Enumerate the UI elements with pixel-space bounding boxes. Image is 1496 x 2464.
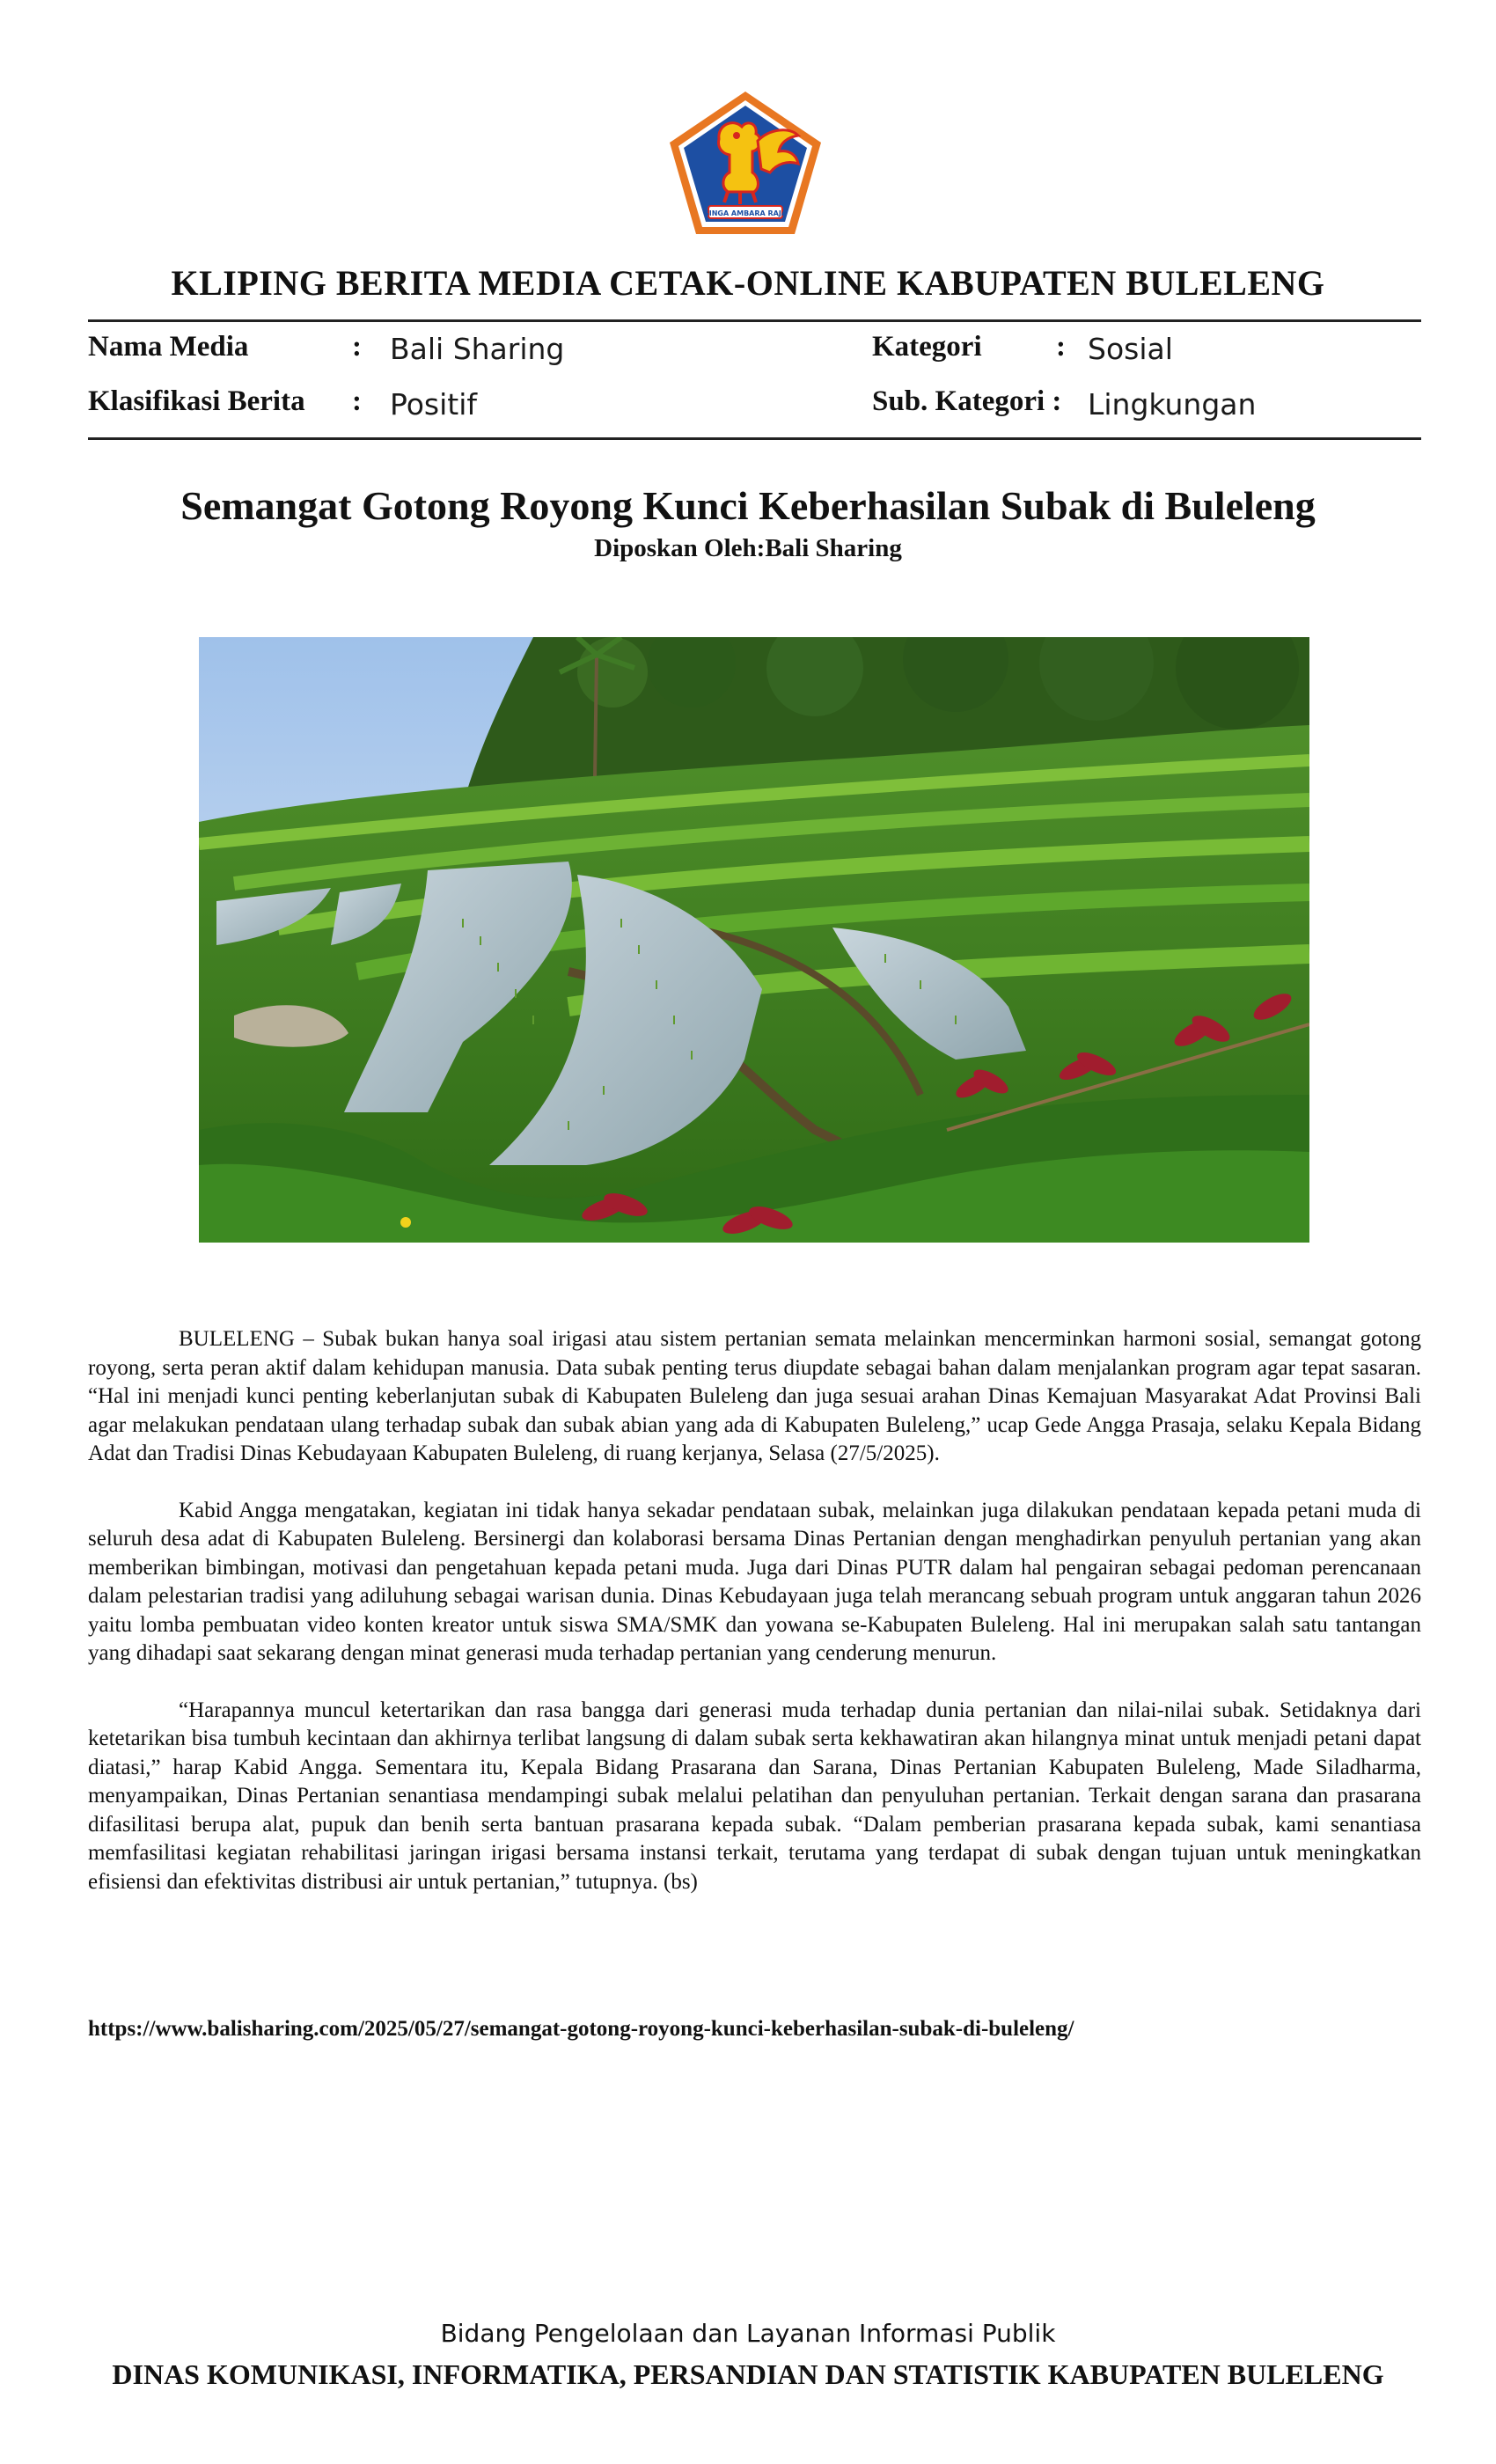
logo-ribbon-text: SINGA AMBARA RAJA [703, 209, 788, 217]
article-body [88, 1325, 1421, 1925]
article-byline: Diposkan Oleh:Bali Sharing [594, 534, 902, 562]
media-colon: : [352, 331, 362, 363]
kategori-label: Kategori [872, 331, 982, 363]
document-header-title: KLIPING BERITA MEDIA CETAK-ONLINE KABUPATEN BULELENG [171, 263, 1325, 303]
klasifikasi-colon: : [352, 385, 362, 417]
media-label: Nama Media [88, 331, 249, 363]
klasifikasi-value: Positif [390, 387, 477, 422]
footer-department: Bidang Pengelolaan dan Layanan Informasi Publik [440, 2319, 1056, 2348]
footer-agency: DINAS KOMUNIKASI, INFORMATIKA, PERSANDIAN DAN STATISTIK KABUPATEN BULELENG [112, 2358, 1384, 2390]
subkategori-value: Lingkungan [1088, 387, 1257, 422]
subkategori-label: Sub. Kategori : [872, 385, 1062, 417]
article-paragraph-1: BULELENG – Subak bukan hanya soal irigasi atau sistem pertanian semata melainkan mencerminkan harmoni sosial, semangat gotong royong, serta peran aktif dalam kehidupan manusia. Data subak penting terus diupdate sebagai bahan dalam menjalankan program agar tepat sasaran. “Hal ini menjadi kunci penting keberlanjutan subak di Kabupaten Buleleng dan juga sesuai arahan Dinas Kemajuan Masyarakat Adat Provinsi Bali agar melakukan pendataan ulang terhadap subak dan subak abian yang ada di Kabupaten Buleleng,” ucap Gede Angga Prasaja, selaku Kepala Bidang Adat dan Tradisi Dinas Kebudayaan Kabupaten Buleleng, di ruang kerjanya, Selasa (27/5/2025). [88, 1327, 1421, 1465]
klasifikasi-label: Klasifikasi Berita [88, 385, 305, 417]
kabupaten-buleleng-logo [666, 88, 825, 238]
header-rule-bottom [88, 437, 1421, 440]
media-value: Bali Sharing [390, 332, 565, 366]
rice-terrace-photo [199, 637, 1309, 1243]
article-paragraph-3: “Harapannya muncul ketertarikan dan rasa bangga dari generasi muda terhadap dunia pertanian dan nilai-nilai subak. Setidaknya dari ketetarikan bisa tumbuh kecintaan dan akhirnya terlibat langsung di dalam subak serta kekhawatiran akan hilangnya minat untuk menjadi petani dapat diatasi,” harap Kabid Angga. Sementara itu, Kepala Bidang Prasarana dan Sarana, Dinas Pertanian Kabupaten Buleleng, Made Siladharma, menyampaikan, Dinas Pertanian senantiasa mendampingi subak melalui pelatihan dan penyuluhan pertanian. Terkait dengan sarana dan prasarana difasilitasi berupa alat, pupuk dan benih serta bantuan prasarana kepada subak. “Dalam pemberian prasarana kepada subak, kami senantiasa memfasilitasi kegiatan rehabilitasi jaringan irigasi bersama instansi terkait, terutama yang terdapat di subak dengan tujuan untuk meningkatkan efisiensi dan efektivitas distribusi air untuk pertanian,” tutupnya. (bs) [88, 1698, 1421, 1894]
article-title: Semangat Gotong Royong Kunci Keberhasilan Subak di Buleleng [180, 483, 1316, 528]
source-url-link[interactable]: https://www.balisharing.com/2025/05/27/semangat-gotong-royong-kunci-keberhasilan-subak-di-buleleng/ [88, 2017, 1074, 2041]
kategori-colon: : [1056, 331, 1066, 363]
kategori-value: Sosial [1088, 332, 1173, 366]
header-rule-top [88, 319, 1421, 322]
article-paragraph-2: Kabid Angga mengatakan, kegiatan ini tidak hanya sekadar pendataan subak, melainkan juga dilakukan pendataan kepada petani muda di seluruh desa adat di Kabupaten Buleleng. Bersinergi dan kolaborasi bersama Dinas Pertanian dengan menghadirkan penyuluh pertanian yang akan memberikan bimbingan, motivasi dan pengetahuan kepada petani muda. Juga dari Dinas PUTR dalam hal pengairan sebagai pedoman perencanaan dalam pelestarian tradisi yang adiluhung sebagai warisan dunia. Dinas Kebudayaan juga telah merancang sebuah program untuk anggaran tahun 2026 yaitu lomba pembuatan video konten kreator untuk siswa SMA/SMK dan yowana se-Kabupaten Buleleng. Hal ini merupakan salah satu tantangan yang dihadapi saat sekarang dengan minat generasi muda terhadap pertanian yang cenderung menurun. [88, 1498, 1421, 1665]
